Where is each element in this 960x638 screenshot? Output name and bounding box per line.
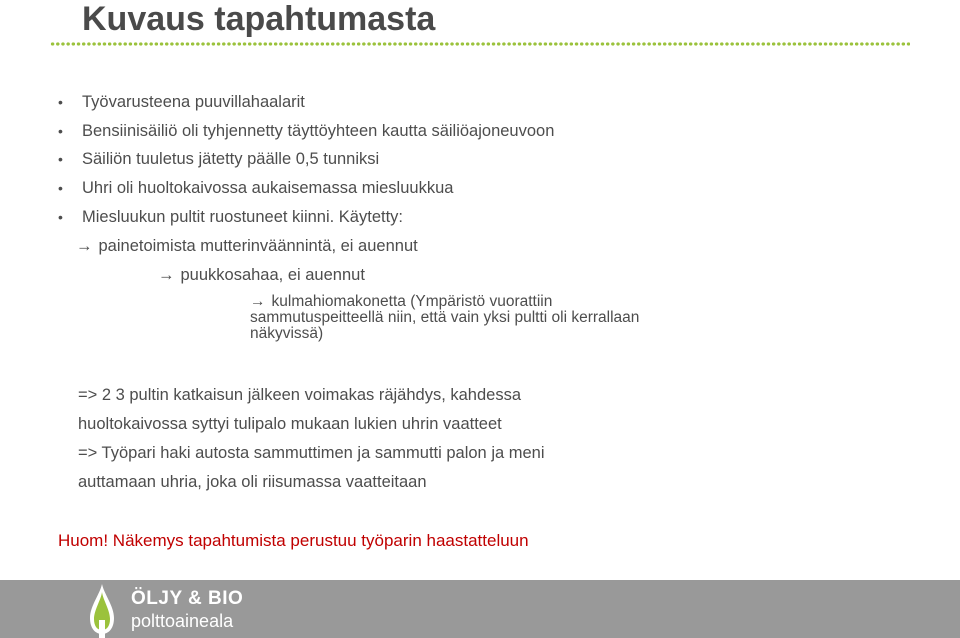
logo-line2: polttoaineala	[131, 611, 234, 631]
result-line: auttamaan uhria, joka oli riisumassa vaatteitaan	[78, 473, 427, 491]
arrow-step-text: kulmahiomakonetta (Ympäristö vuorattiin	[271, 293, 553, 310]
list-item	[58, 148, 379, 170]
result-line: => Työpari haki autosta sammuttimen ja sammutti palon ja meni	[78, 444, 545, 462]
note-text: Huom! Näkemys tapahtumista perustuu työparin haastatteluun	[58, 531, 529, 550]
arrow-step-text: puukkosahaa, ei auennut	[180, 266, 365, 284]
bullet-marker: •	[58, 123, 63, 139]
list-item	[58, 91, 305, 113]
arrow-step-3	[250, 294, 730, 342]
result-line: huoltokaivossa syttyi tulipalo mukaan lukien uhrin vaatteet	[78, 415, 502, 433]
page-title: Kuvaus tapahtumasta	[82, 0, 436, 38]
bullet-text: Bensiinisäiliö oli tyhjennetty täyttöyhteen kautta säiliöajoneuvoon	[82, 122, 555, 140]
bullet-marker: •	[58, 94, 63, 110]
list-item	[58, 177, 453, 199]
arrow-step-1	[76, 235, 418, 257]
arrow-step-2	[158, 264, 365, 286]
bullet-marker: •	[58, 209, 63, 225]
arrow-right-icon: →	[76, 237, 93, 255]
list-item	[58, 206, 403, 228]
bullet-marker: •	[58, 180, 63, 196]
bullet-text: Uhri oli huoltokaivossa aukaisemassa miesluukkua	[82, 179, 454, 197]
arrow-step-line: sammutuspeitteellä niin, että vain yksi pultti oli kerrallaan	[250, 309, 640, 326]
list-item	[58, 120, 554, 142]
bullet-text: Työvarusteena puuvillahaalarit	[82, 93, 305, 111]
arrow-right-icon: →	[250, 293, 266, 310]
bullet-text: Miesluukun pultit ruostuneet kiinni. Käytetty:	[82, 208, 404, 226]
result-line: => 2 3 pultin katkaisun jälkeen voimakas räjähdys, kahdessa	[78, 386, 522, 404]
arrow-step-line: näkyvissä)	[250, 325, 324, 342]
drop-icon	[84, 580, 120, 638]
bullet-marker: •	[58, 151, 63, 167]
footer-bar	[0, 580, 960, 638]
title-divider	[50, 42, 910, 46]
arrow-step-text: painetoimista mutterinväännintä, ei auennut	[98, 237, 418, 255]
arrow-right-icon: →	[158, 266, 175, 284]
arrow-step-line	[250, 294, 730, 310]
bullet-text: Säiliön tuuletus jätetty päälle 0,5 tunniksi	[82, 150, 380, 168]
logo-line1: ÖLJY & BIO	[131, 588, 244, 609]
